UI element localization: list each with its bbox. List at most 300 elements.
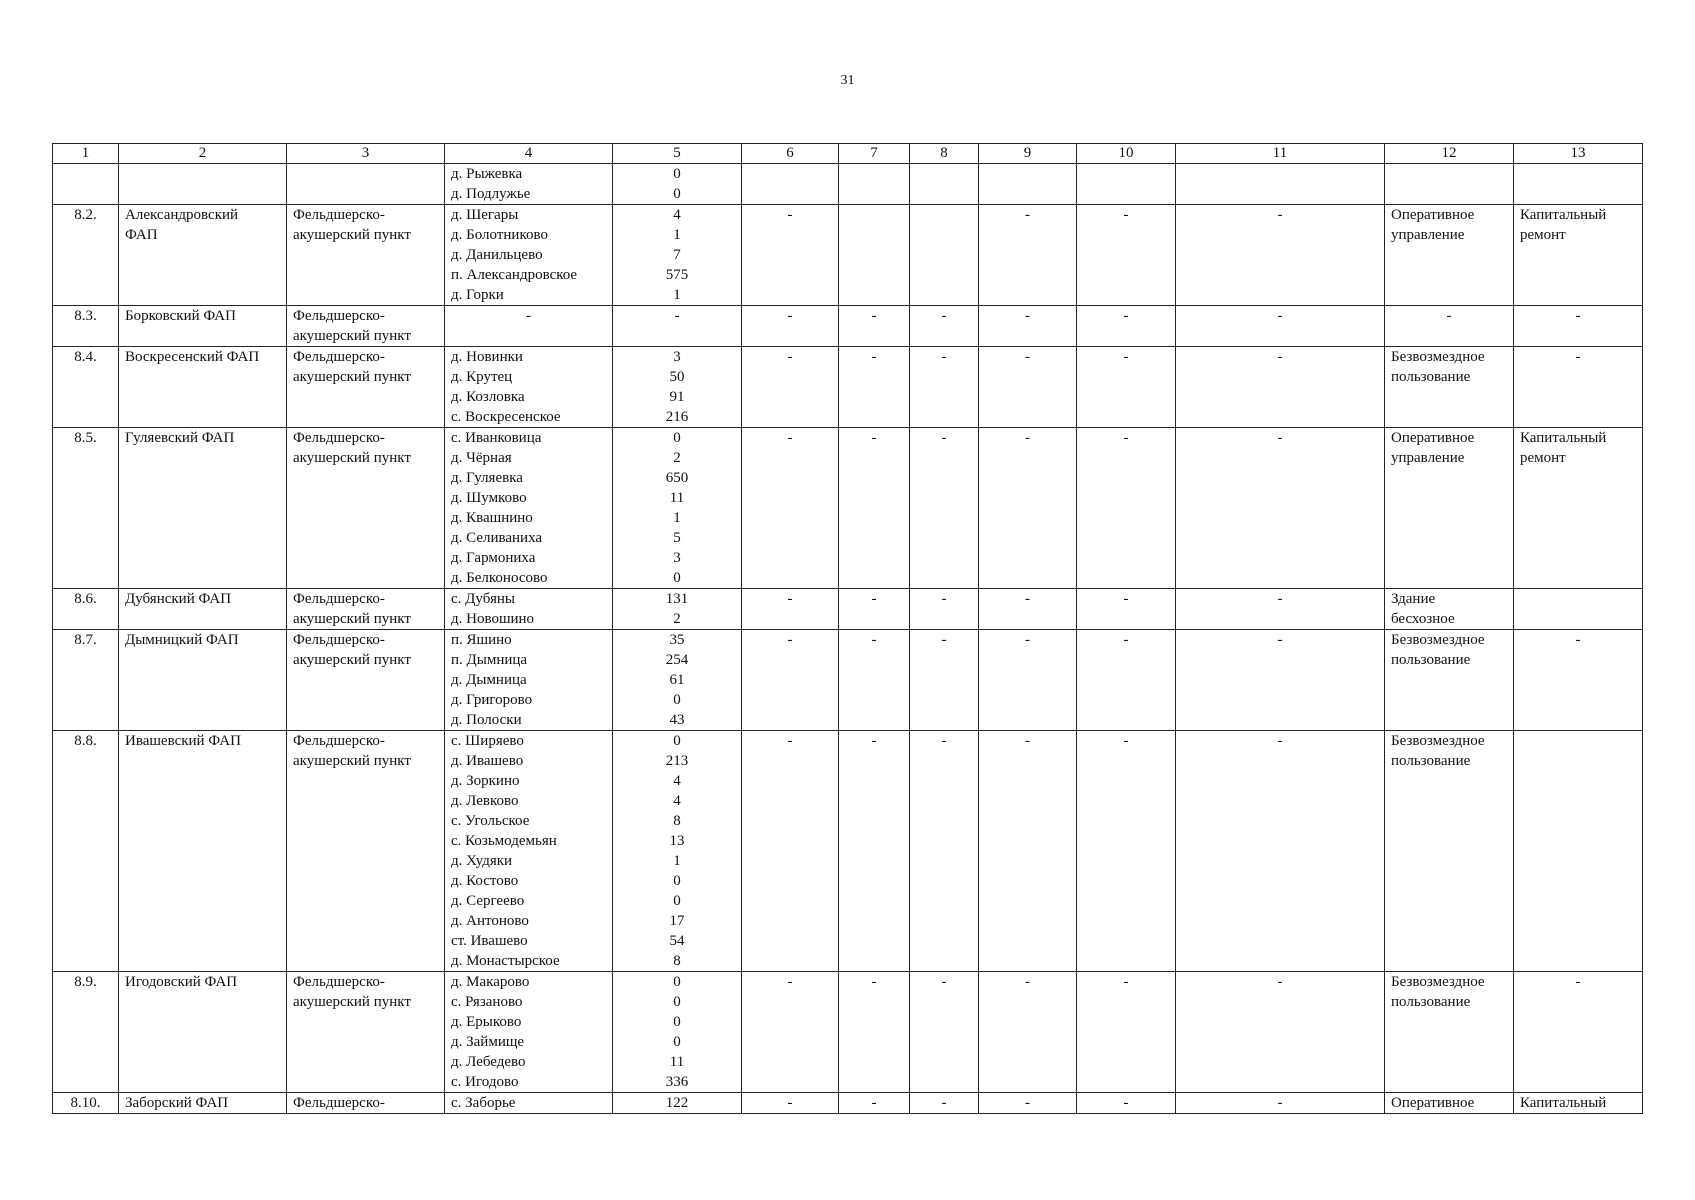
column-header-13: 13 (1514, 144, 1643, 164)
population-line: 43 (669, 712, 685, 728)
settlements-line: д. Селиваниха (451, 530, 543, 546)
column-10-value (1077, 428, 1176, 589)
population (613, 428, 742, 589)
table-row (53, 630, 1643, 731)
column-6-value-text: - (787, 733, 793, 749)
settlements (445, 347, 613, 428)
ownership-status-line: Безвозмездное (1391, 733, 1485, 749)
column-7-value (839, 428, 910, 589)
column-10-value (1077, 347, 1176, 428)
population-line: 11 (669, 1054, 685, 1070)
column-11-value (1176, 731, 1385, 972)
settlements-line: д. Ерыково (451, 1014, 522, 1030)
population-line: 0 (673, 1014, 681, 1030)
facility-name (119, 347, 287, 428)
facility-name-line: Борковский ФАП (125, 308, 236, 324)
column-6-value-text: - (787, 1095, 793, 1111)
row-number (53, 428, 119, 589)
population-line: 7 (673, 247, 681, 263)
population-line: 1 (673, 227, 681, 243)
population-line: 8 (673, 813, 681, 829)
population-line: 13 (669, 833, 685, 849)
ownership-status (1385, 347, 1514, 428)
column-7-value-text: - (871, 308, 877, 324)
ownership-status-line: пользование (1391, 652, 1471, 668)
ownership-status-line: пользование (1391, 369, 1471, 385)
settlements-line: д. Григорово (451, 692, 533, 708)
ownership-status (1385, 1093, 1514, 1114)
column-7-value (839, 589, 910, 630)
population-line: 17 (669, 913, 685, 929)
row-number (53, 731, 119, 972)
table-row (53, 428, 1643, 589)
column-header-4: 4 (445, 144, 613, 164)
population-line: 0 (673, 1034, 681, 1050)
column-header-5: 5 (613, 144, 742, 164)
settlements-line: д. Макарово (451, 974, 530, 990)
settlements-line: с. Заборье (451, 1095, 516, 1111)
population-line: 3 (673, 349, 681, 365)
population-line: 650 (665, 470, 689, 486)
column-8-value-text: - (941, 733, 947, 749)
settlements-line: п. Дымница (451, 652, 528, 668)
column-11-value (1176, 347, 1385, 428)
facility-name (119, 205, 287, 306)
column-11-value (1176, 205, 1385, 306)
population-line: 61 (669, 672, 685, 688)
column-6-value (742, 630, 839, 731)
row-number-text: 8.3. (74, 308, 97, 324)
repair-status-line: Капитальный (1520, 430, 1607, 446)
column-8-value-text: - (941, 1095, 947, 1111)
row-number-text: 8.9. (74, 974, 97, 990)
facility-name-line: Воскресенский ФАП (125, 349, 260, 365)
settlements-line: д. Данильцево (451, 247, 543, 263)
repair-status (1514, 731, 1643, 972)
column-10-value (1077, 306, 1176, 347)
column-header-8: 8 (910, 144, 979, 164)
population (613, 347, 742, 428)
facility-type-line: акушерский пункт (293, 369, 411, 385)
column-11-value-text: - (1277, 632, 1283, 648)
population (613, 972, 742, 1093)
column-7-value-text: - (871, 1095, 877, 1111)
column-10-value-text: - (1123, 1095, 1129, 1111)
population-line: 91 (669, 389, 685, 405)
column-7-value-text: - (871, 349, 877, 365)
column-7-value (839, 972, 910, 1093)
repair-status (1514, 589, 1643, 630)
column-6-value-text: - (787, 974, 793, 990)
row-number-text: 8.10. (70, 1095, 101, 1111)
column-7-value (839, 164, 910, 205)
column-6-value-text: - (787, 207, 793, 223)
repair-status-line: Капитальный (1520, 1095, 1607, 1111)
column-8-value-text: - (941, 632, 947, 648)
table-row (53, 306, 1643, 347)
facility-type (287, 731, 445, 972)
column-6-value (742, 1093, 839, 1114)
settlements-line: д. Шегары (451, 207, 519, 223)
ownership-status (1385, 164, 1514, 205)
column-10-value-text: - (1123, 974, 1129, 990)
column-7-value (839, 205, 910, 306)
column-7-value-text: - (871, 974, 877, 990)
column-9-value-text: - (1025, 207, 1030, 223)
population-line: 4 (673, 793, 681, 809)
column-9-value-text: - (1025, 430, 1030, 446)
column-8-value (910, 731, 979, 972)
settlements (445, 630, 613, 731)
page-number: 31 (840, 73, 855, 88)
population-line: 0 (673, 166, 681, 182)
ownership-status (1385, 428, 1514, 589)
column-9-value (979, 164, 1077, 205)
column-11-value (1176, 630, 1385, 731)
facility-type-line: Фельдшерско- (293, 430, 385, 446)
facility-type-line: Фельдшерско- (293, 1095, 385, 1111)
population-line: 1 (673, 510, 681, 526)
repair-status (1514, 428, 1643, 589)
settlements (445, 1093, 613, 1114)
column-8-value (910, 630, 979, 731)
row-number-text: 8.8. (74, 733, 97, 749)
ownership-status (1385, 306, 1514, 347)
population-line: 0 (673, 430, 681, 446)
settlements-line: д. Гуляевка (451, 470, 523, 486)
column-7-value-text: - (871, 430, 877, 446)
column-6-value (742, 306, 839, 347)
ownership-status-line: пользование (1391, 753, 1471, 769)
column-6-value-text: - (787, 349, 793, 365)
facility-type-line: акушерский пункт (293, 652, 411, 668)
column-9-value (979, 1093, 1077, 1114)
column-6-value (742, 731, 839, 972)
ownership-status-line: управление (1391, 450, 1465, 466)
column-6-value-text: - (787, 632, 793, 648)
facility-type-line: акушерский пункт (293, 753, 411, 769)
facility-name (119, 731, 287, 972)
repair-status-line: - (1575, 308, 1581, 324)
facility-type (287, 589, 445, 630)
population-line: 5 (673, 530, 681, 546)
column-9-value-text: - (1025, 733, 1030, 749)
ownership-status-line: - (1446, 308, 1452, 324)
table-row (53, 972, 1643, 1093)
column-10-value-text: - (1123, 308, 1129, 324)
table-row (53, 205, 1643, 306)
column-6-value (742, 972, 839, 1093)
population-line: 1 (673, 853, 681, 869)
column-11-value-text: - (1277, 430, 1283, 446)
settlements-line: с. Игодово (451, 1074, 519, 1090)
row-number (53, 164, 119, 205)
column-9-value-text: - (1025, 974, 1030, 990)
facility-type-line: акушерский пункт (293, 227, 411, 243)
column-header-3: 3 (287, 144, 445, 164)
population (613, 306, 742, 347)
ownership-status (1385, 205, 1514, 306)
settlements-line: с. Козьмодемьян (451, 833, 557, 849)
column-9-value (979, 731, 1077, 972)
row-number (53, 347, 119, 428)
settlements-line: с. Угольское (451, 813, 530, 829)
population-line: 11 (669, 490, 685, 506)
population-line: 4 (673, 207, 681, 223)
column-10-value-text: - (1123, 430, 1129, 446)
column-9-value (979, 972, 1077, 1093)
population-line: 336 (665, 1074, 689, 1090)
facility-type-line: Фельдшерско- (293, 207, 385, 223)
column-10-value-text: - (1123, 632, 1129, 648)
column-header-10: 10 (1077, 144, 1176, 164)
settlements-line: ст. Ивашево (451, 933, 528, 949)
column-10-value-text: - (1123, 591, 1129, 607)
settlements-line: с. Иванковица (451, 430, 542, 446)
column-6-value-text (748, 164, 832, 184)
column-8-value-text: - (941, 308, 947, 324)
facility-name-line: Гуляевский ФАП (125, 430, 235, 446)
facility-type-line: Фельдшерско- (293, 733, 385, 749)
facility-type (287, 630, 445, 731)
column-10-value-text: - (1123, 349, 1129, 365)
facility-name-line: Игодовский ФАП (125, 974, 238, 990)
column-7-value (839, 630, 910, 731)
column-8-value-text: - (941, 974, 947, 990)
settlements-line: с. Рязаново (451, 994, 523, 1010)
column-7-value (839, 731, 910, 972)
settlements-line: д. Полоски (451, 712, 522, 728)
column-6-value (742, 205, 839, 306)
column-7-value (839, 1093, 910, 1114)
facility-name-line: Александровский (125, 207, 239, 223)
column-9-value (979, 428, 1077, 589)
column-7-value-text (845, 164, 903, 184)
population-line: 0 (673, 994, 681, 1010)
population-line: 131 (665, 591, 689, 607)
column-9-value (979, 306, 1077, 347)
settlements-line: д. Займище (451, 1034, 525, 1050)
settlements-line: д. Антоново (451, 913, 529, 929)
table-row (53, 164, 1643, 205)
facility-name-line: Дымницкий ФАП (125, 632, 239, 648)
column-8-value (910, 306, 979, 347)
repair-status-line: ремонт (1520, 227, 1566, 243)
column-10-value (1077, 630, 1176, 731)
column-9-value-text: - (1025, 349, 1030, 365)
repair-status-line: - (1575, 632, 1581, 648)
repair-status-line: ремонт (1520, 450, 1566, 466)
settlements-line: д. Болотниково (451, 227, 548, 243)
settlements-line: - (526, 308, 531, 324)
facility-type-line: Фельдшерско- (293, 591, 385, 607)
column-7-value-text: - (871, 632, 877, 648)
ownership-status (1385, 630, 1514, 731)
population-line: 0 (673, 692, 681, 708)
settlements-line: с. Ширяево (451, 733, 524, 749)
column-8-value (910, 1093, 979, 1114)
column-7-value (839, 347, 910, 428)
ownership-status-line: Оперативное (1391, 207, 1475, 223)
settlements-line: д. Новошино (451, 611, 535, 627)
column-9-value-text: - (1025, 308, 1030, 324)
column-8-value (910, 205, 979, 306)
population-line: 254 (665, 652, 689, 668)
repair-status (1514, 630, 1643, 731)
column-8-value (910, 164, 979, 205)
column-9-value (979, 630, 1077, 731)
column-9-value-text: - (1025, 632, 1030, 648)
row-number (53, 589, 119, 630)
ownership-status-line: управление (1391, 227, 1465, 243)
population (613, 205, 742, 306)
column-8-value-text: - (941, 430, 947, 446)
population (613, 164, 742, 205)
column-8-value-text: - (941, 349, 947, 365)
column-7-value-text: - (871, 733, 877, 749)
table-row (53, 1093, 1643, 1114)
facility-type (287, 347, 445, 428)
settlements (445, 205, 613, 306)
population-line: 8 (673, 953, 681, 969)
settlements-line: с. Дубяны (451, 591, 515, 607)
population-line: - (674, 308, 680, 324)
row-number-text: 8.4. (74, 349, 97, 365)
settlements-line: д. Шумково (451, 490, 527, 506)
ownership-status-line: Безвозмездное (1391, 632, 1485, 648)
population-line: 216 (665, 409, 689, 425)
row-number (53, 205, 119, 306)
facility-type-line: Фельдшерско- (293, 349, 385, 365)
column-7-value-text (845, 205, 903, 225)
column-11-value (1176, 1093, 1385, 1114)
column-9-value (979, 589, 1077, 630)
facility-name (119, 428, 287, 589)
column-8-value (910, 589, 979, 630)
column-header-11: 11 (1176, 144, 1385, 164)
column-10-value (1077, 205, 1176, 306)
row-number (53, 306, 119, 347)
population-line: 213 (665, 753, 689, 769)
population-line: 0 (673, 186, 681, 202)
settlements (445, 164, 613, 205)
column-9-value-text: - (1025, 1095, 1030, 1111)
facility-type-line: Фельдшерско- (293, 308, 385, 324)
row-number-text: 8.6. (74, 591, 97, 607)
ownership-status (1385, 589, 1514, 630)
row-number (53, 1093, 119, 1114)
row-number (53, 630, 119, 731)
population-line: 2 (673, 611, 681, 627)
column-6-value-text: - (787, 591, 793, 607)
population-line: 2 (673, 450, 681, 466)
settlements-line: д. Гармониха (451, 550, 536, 566)
facility-type-line: акушерский пункт (293, 450, 411, 466)
settlements-line: д. Подлужье (451, 186, 531, 202)
facility-type (287, 1093, 445, 1114)
repair-status (1514, 1093, 1643, 1114)
settlements-line: д. Ивашево (451, 753, 524, 769)
header-row (53, 144, 1643, 164)
settlements-line: д. Горки (451, 287, 504, 303)
column-10-value (1077, 1093, 1176, 1114)
column-11-value-text: - (1277, 349, 1283, 365)
facility-type (287, 205, 445, 306)
repair-status (1514, 347, 1643, 428)
repair-status (1514, 972, 1643, 1093)
column-11-value-text: - (1277, 1095, 1283, 1111)
ownership-status (1385, 972, 1514, 1093)
facility-name (119, 306, 287, 347)
population-line: 4 (673, 773, 681, 789)
column-8-value (910, 972, 979, 1093)
column-11-value-text: - (1277, 207, 1283, 223)
facility-type-line: акушерский пункт (293, 611, 411, 627)
column-7-value (839, 306, 910, 347)
population-line: 35 (669, 632, 685, 648)
column-11-value-text: - (1277, 308, 1283, 324)
settlements (445, 306, 613, 347)
column-10-value-text: - (1123, 207, 1129, 223)
settlements-line: д. Левково (451, 793, 519, 809)
table-row (53, 589, 1643, 630)
column-9-value (979, 347, 1077, 428)
column-6-value (742, 428, 839, 589)
population-line: 1 (673, 287, 681, 303)
column-6-value (742, 589, 839, 630)
settlements-line: д. Чёрная (451, 450, 512, 466)
population-line: 3 (673, 550, 681, 566)
row-number-text: 8.7. (74, 632, 97, 648)
population-line: 50 (669, 369, 685, 385)
facilities-table (52, 143, 1643, 1114)
settlements-line: д. Дымница (451, 672, 527, 688)
column-10-value-text (1083, 164, 1169, 184)
settlements-line: д. Худяки (451, 853, 513, 869)
ownership-status-line: Оперативное (1391, 1095, 1475, 1111)
facility-name-line: ФАП (125, 227, 158, 243)
column-11-value (1176, 306, 1385, 347)
repair-status-line: - (1575, 349, 1581, 365)
column-11-value-text: - (1277, 974, 1283, 990)
settlements-line: д. Рыжевка (451, 166, 523, 182)
table-row (53, 731, 1643, 972)
table-row (53, 347, 1643, 428)
column-8-value (910, 428, 979, 589)
column-11-value-text: - (1277, 733, 1283, 749)
facility-type-line: акушерский пункт (293, 328, 411, 344)
row-number (53, 972, 119, 1093)
repair-status-line: Капитальный (1520, 207, 1607, 223)
facility-name-line: Дубянский ФАП (125, 591, 232, 607)
column-8-value-text: - (941, 591, 947, 607)
settlements (445, 589, 613, 630)
column-10-value (1077, 164, 1176, 205)
facility-name (119, 630, 287, 731)
column-9-value-text: - (1025, 591, 1030, 607)
population (613, 589, 742, 630)
column-11-value (1176, 589, 1385, 630)
column-11-value (1176, 972, 1385, 1093)
ownership-status-line: пользование (1391, 994, 1471, 1010)
facility-name (119, 164, 287, 205)
population (613, 1093, 742, 1114)
settlements-line: д. Крутец (451, 369, 513, 385)
column-10-value (1077, 731, 1176, 972)
facility-name-line: Ивашевский ФАП (125, 733, 241, 749)
ownership-status-line: Оперативное (1391, 430, 1475, 446)
row-number-text: 8.2. (74, 207, 97, 223)
